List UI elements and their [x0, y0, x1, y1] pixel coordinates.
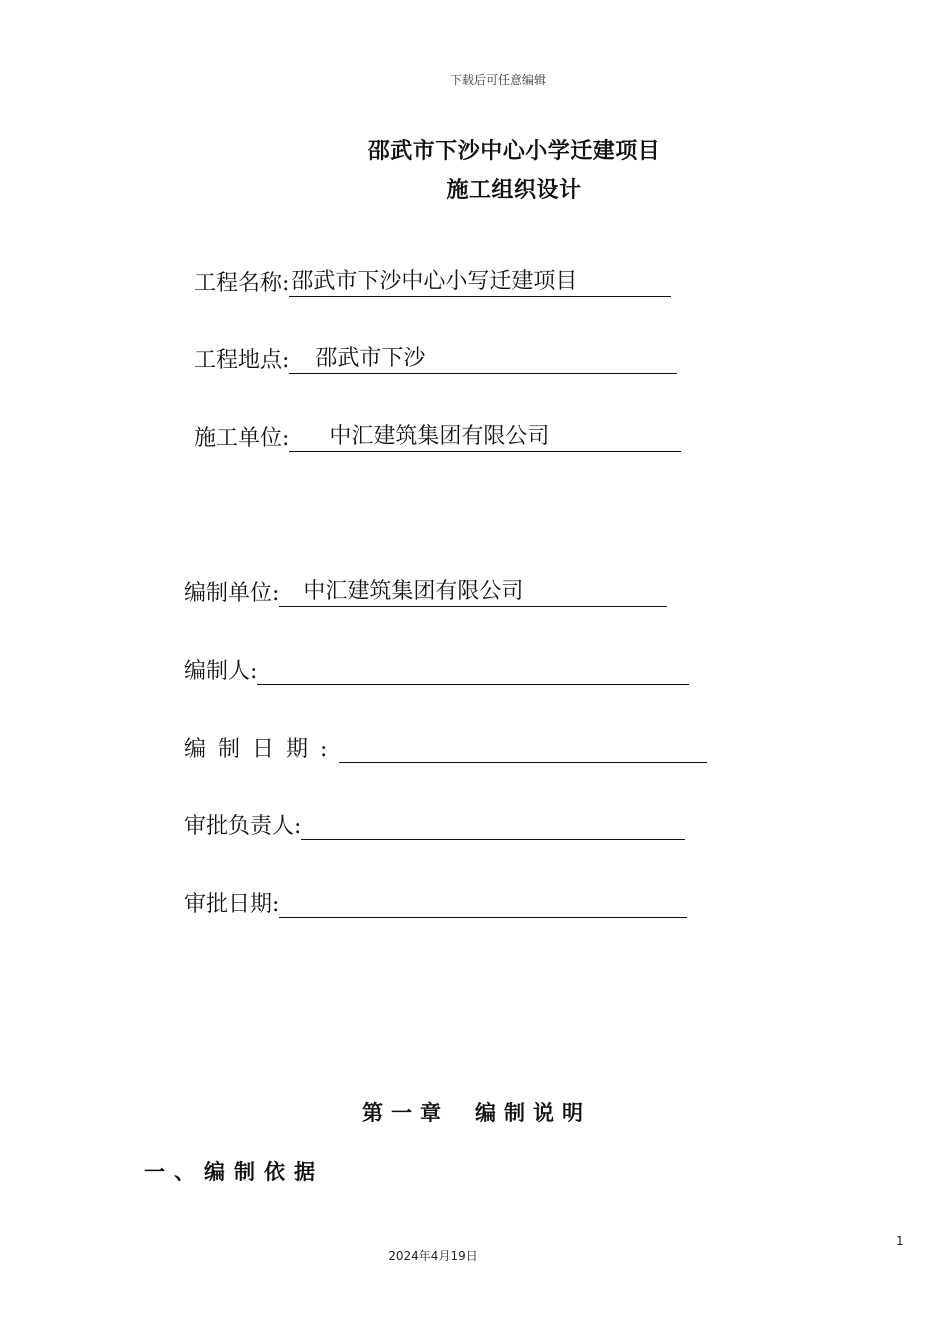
field-label: 审批日期: [184, 892, 280, 917]
field-label: 编制人: [184, 659, 258, 684]
page-number: 1 [896, 1234, 904, 1248]
field-label: 施工单位: [194, 426, 290, 451]
field-value [279, 888, 687, 918]
field-value: 中汇建筑集团有限公司 [289, 422, 681, 452]
chapter-number: 第一章 [362, 1101, 449, 1125]
chapter-heading [362, 1097, 591, 1127]
field-label: 编制单位: [184, 581, 280, 606]
field-compiler [184, 653, 689, 685]
chapter-title: 编制说明 [475, 1101, 591, 1125]
field-approve-date [184, 886, 687, 918]
field-approver [184, 808, 685, 840]
field-compiling-unit [184, 575, 667, 607]
document-subtitle: 施工组织设计 [446, 178, 582, 203]
field-label: 编制日期: [184, 737, 340, 762]
field-value [301, 810, 685, 840]
field-value [257, 655, 689, 685]
field-value: 中汇建筑集团有限公司 [279, 577, 667, 607]
field-value: 邵武市下沙中心小写迁建项目 [289, 267, 671, 297]
header-note: 下载后可任意编辑 [449, 73, 546, 87]
field-label: 工程名称: [194, 271, 290, 296]
field-label: 工程地点: [194, 348, 290, 373]
field-value [339, 733, 707, 763]
field-project-location [194, 342, 677, 374]
field-label: 审批负责人: [184, 814, 302, 839]
document-title: 邵武市下沙中心小学迁建项目 [367, 139, 661, 164]
field-project-name [194, 265, 671, 297]
field-construction-unit [194, 420, 681, 452]
section-heading: 一、编制依据 [144, 1160, 324, 1184]
footer-date: 2024年4月19日 [388, 1249, 478, 1263]
field-value: 邵武市下沙 [289, 344, 677, 374]
field-compile-date [184, 731, 707, 763]
